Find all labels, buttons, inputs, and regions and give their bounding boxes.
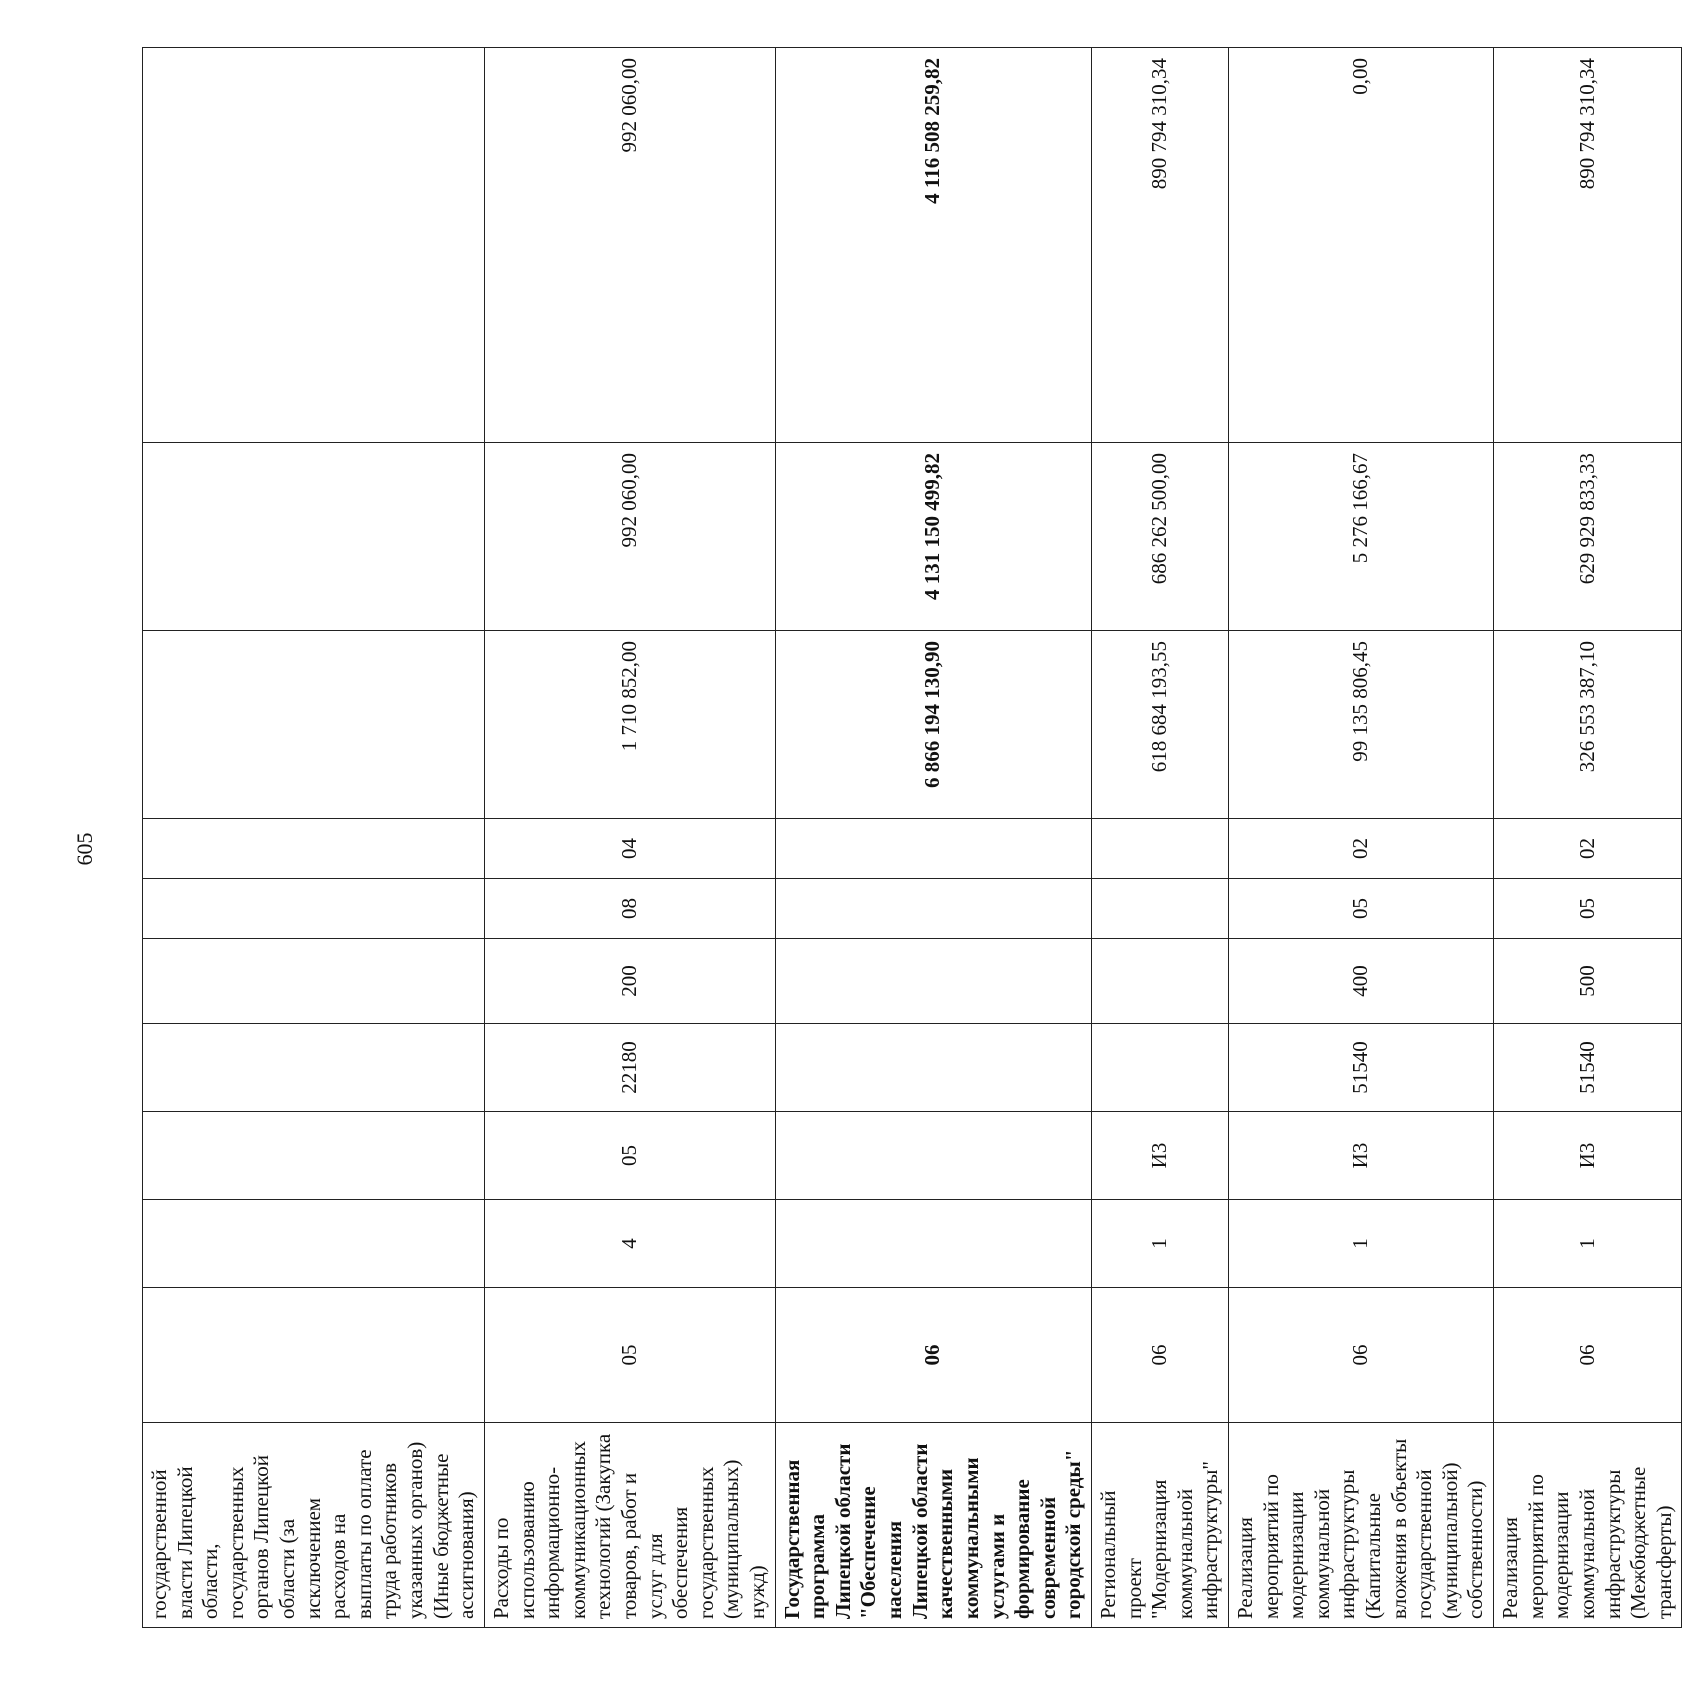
cell-direction bbox=[1091, 1024, 1228, 1112]
budget-table bbox=[142, 47, 1682, 1628]
cell-event bbox=[143, 1112, 485, 1200]
cell-section: 08 bbox=[484, 879, 775, 939]
cell-event bbox=[775, 1112, 1091, 1200]
rotated-table-container bbox=[142, 48, 1676, 1628]
cell-subprogram: 1 bbox=[1091, 1200, 1228, 1288]
cell-amount-1: 1 710 852,00 bbox=[484, 631, 775, 819]
cell-expense-type: 400 bbox=[1228, 939, 1493, 1024]
table-row bbox=[1228, 48, 1493, 1628]
cell-direction: 22180 bbox=[484, 1024, 775, 1112]
cell-amount-2: 629 929 833,33 bbox=[1494, 443, 1682, 631]
cell-subprogram bbox=[775, 1200, 1091, 1288]
cell-direction bbox=[775, 1024, 1091, 1112]
cell-subprogram: 1 bbox=[1494, 1200, 1682, 1288]
cell-amount-2: 4 131 150 499,82 bbox=[775, 443, 1091, 631]
table-row bbox=[1494, 48, 1682, 1628]
page-number-text: 605 bbox=[72, 832, 97, 866]
table-row bbox=[143, 48, 485, 1628]
page-number bbox=[70, 834, 100, 864]
cell-amount-2 bbox=[143, 443, 485, 631]
table-row bbox=[775, 48, 1091, 1628]
cell-expense-type bbox=[1091, 939, 1228, 1024]
cell-event: И3 bbox=[1091, 1112, 1228, 1200]
row-name: Реализация мероприятий по модернизации коммунальной инфраструктуры (Межбюджетные трансферты) bbox=[1494, 1423, 1682, 1628]
cell-amount-1: 618 684 193,55 bbox=[1091, 631, 1228, 819]
cell-event: И3 bbox=[1228, 1112, 1493, 1200]
cell-program: 05 bbox=[484, 1288, 775, 1423]
cell-amount-2: 5 276 166,67 bbox=[1228, 443, 1493, 631]
row-name: государственной власти Липецкой области, государственных органов Липецкой области (за исключением расходов на выплаты по оплате труда работников указанных органов) (Иные бюджетные ассигнования) bbox=[143, 1423, 485, 1628]
cell-direction: 51540 bbox=[1494, 1024, 1682, 1112]
cell-program: 06 bbox=[1494, 1288, 1682, 1423]
cell-amount-3: 890 794 310,34 bbox=[1494, 48, 1682, 443]
cell-program bbox=[143, 1288, 485, 1423]
cell-expense-type bbox=[775, 939, 1091, 1024]
row-name: Региональный проект "Модернизация коммунальной инфраструктуры" bbox=[1091, 1423, 1228, 1628]
cell-direction bbox=[143, 1024, 485, 1112]
row-name: Государственная программа Липецкой области "Обеспечение населения Липецкой области качественными коммунальными услугами и формирование современной городской среды" bbox=[775, 1423, 1091, 1628]
cell-subsection bbox=[1091, 819, 1228, 879]
cell-amount-1: 6 866 194 130,90 bbox=[775, 631, 1091, 819]
cell-expense-type bbox=[143, 939, 485, 1024]
cell-amount-1: 99 135 806,45 bbox=[1228, 631, 1493, 819]
cell-program: 06 bbox=[1228, 1288, 1493, 1423]
cell-amount-3: 0,00 bbox=[1228, 48, 1493, 443]
row-name: Расходы по использованию информационно-коммуникационных технологий (Закупка товаров, работ и услуг для обеспечения государственных (муниципальных) нужд) bbox=[484, 1423, 775, 1628]
cell-amount-1: 326 553 387,10 bbox=[1494, 631, 1682, 819]
cell-section: 05 bbox=[1228, 879, 1493, 939]
cell-subsection: 02 bbox=[1228, 819, 1493, 879]
cell-subprogram bbox=[143, 1200, 485, 1288]
cell-subsection: 04 bbox=[484, 819, 775, 879]
table-row bbox=[484, 48, 775, 1628]
cell-subsection: 02 bbox=[1494, 819, 1682, 879]
cell-amount-3: 4 116 508 259,82 bbox=[775, 48, 1091, 443]
cell-subprogram: 4 bbox=[484, 1200, 775, 1288]
cell-section: 05 bbox=[1494, 879, 1682, 939]
cell-section bbox=[143, 879, 485, 939]
cell-program: 06 bbox=[1091, 1288, 1228, 1423]
cell-amount-1 bbox=[143, 631, 485, 819]
row-name: Реализация мероприятий по модернизации коммунальной инфраструктуры (Капитальные вложения в объекты государственной (муниципальной) собственности) bbox=[1228, 1423, 1493, 1628]
cell-subprogram: 1 bbox=[1228, 1200, 1493, 1288]
cell-direction: 51540 bbox=[1228, 1024, 1493, 1112]
table-row bbox=[1091, 48, 1228, 1628]
cell-amount-3: 992 060,00 bbox=[484, 48, 775, 443]
cell-amount-2: 992 060,00 bbox=[484, 443, 775, 631]
cell-program: 06 bbox=[775, 1288, 1091, 1423]
cell-subsection bbox=[775, 819, 1091, 879]
cell-amount-2: 686 262 500,00 bbox=[1091, 443, 1228, 631]
cell-expense-type: 200 bbox=[484, 939, 775, 1024]
cell-expense-type: 500 bbox=[1494, 939, 1682, 1024]
cell-subsection bbox=[143, 819, 485, 879]
cell-amount-3: 890 794 310,34 bbox=[1091, 48, 1228, 443]
cell-section bbox=[775, 879, 1091, 939]
cell-event: 05 bbox=[484, 1112, 775, 1200]
cell-section bbox=[1091, 879, 1228, 939]
cell-amount-3 bbox=[143, 48, 485, 443]
cell-event: И3 bbox=[1494, 1112, 1682, 1200]
